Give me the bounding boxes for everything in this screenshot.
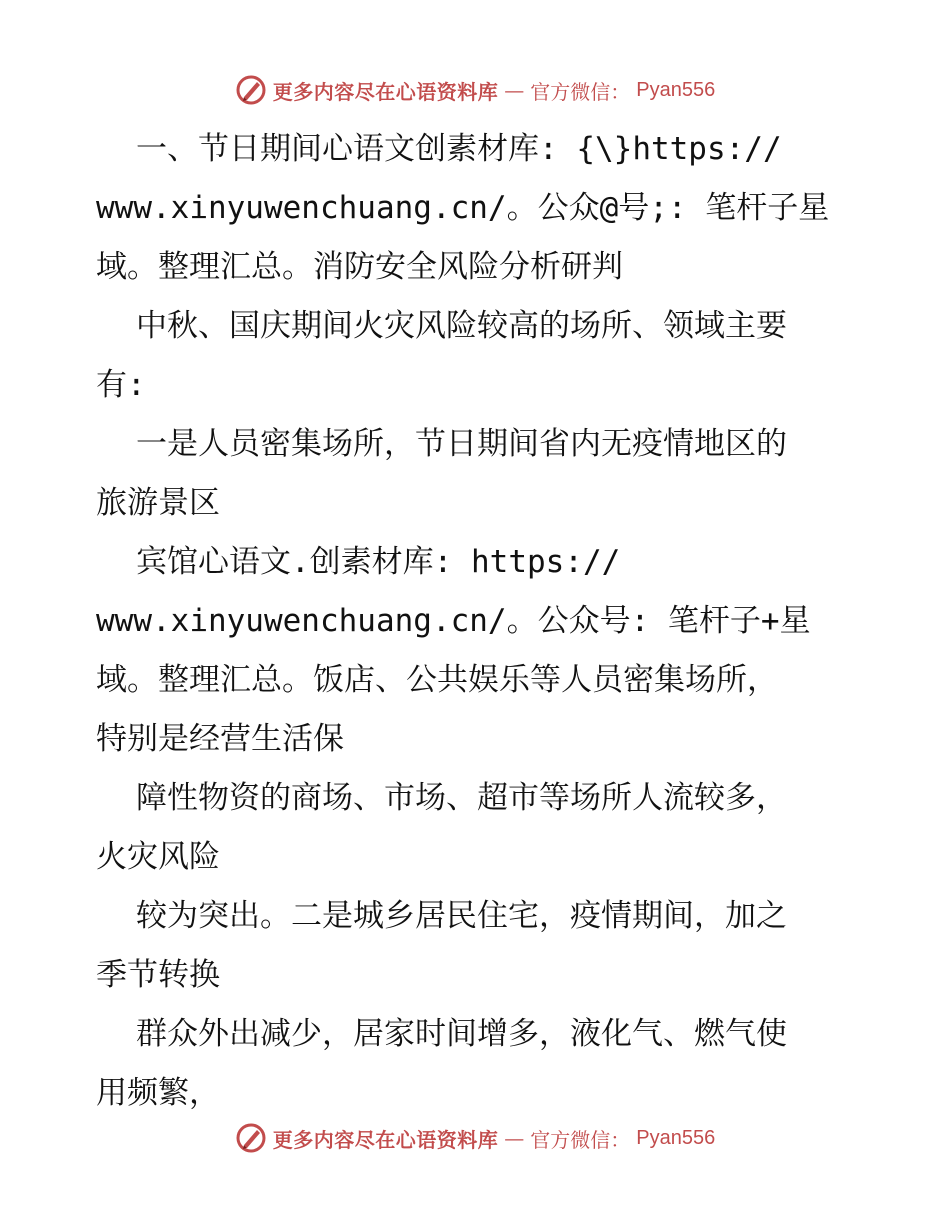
body-line: www.xinyuwenchuang.cn/。公众@号;: 笔杆子星 bbox=[96, 190, 830, 226]
pen-logo-icon bbox=[235, 74, 267, 106]
body-line: 障性物资的商场、市场、超市等场所人流较多， bbox=[136, 780, 787, 816]
body-line: 火灾风险 bbox=[96, 839, 220, 875]
document-body bbox=[96, 120, 856, 1123]
banner-official-label: 官方微信： bbox=[530, 79, 631, 104]
body-line: 域。整理汇总。消防安全风险分析研判 bbox=[96, 249, 623, 285]
body-line: 季节转换 bbox=[96, 957, 220, 993]
body-line: 中秋、国庆期间火灾风险较高的场所、领域主要 bbox=[136, 308, 787, 344]
body-line: 域。整理汇总。饭店、公共娱乐等人员密集场所， bbox=[96, 662, 778, 698]
banner-separator: — bbox=[504, 78, 525, 102]
banner-separator: — bbox=[504, 1126, 525, 1150]
body-line: 旅游景区 bbox=[96, 485, 220, 521]
banner-official-label: 官方微信： bbox=[530, 1127, 631, 1152]
banner-wechat-id: Pyan556 bbox=[636, 78, 716, 101]
body-line: 群众外出减少，居家时间增多，液化气、燃气使 bbox=[136, 1016, 787, 1052]
banner-text: 更多内容尽在心语资料库 bbox=[272, 1127, 499, 1152]
header-banner bbox=[0, 70, 950, 110]
body-line: 宾馆心语文.创素材库: https:// bbox=[136, 544, 621, 580]
pen-logo-icon bbox=[235, 1122, 267, 1154]
footer-banner bbox=[0, 1118, 950, 1158]
body-line: 特别是经营生活保 bbox=[96, 721, 344, 757]
body-line: 一是人员密集场所，节日期间省内无疫情地区的 bbox=[136, 426, 787, 462]
body-line: 用频繁， bbox=[96, 1075, 220, 1111]
banner-text: 更多内容尽在心语资料库 bbox=[272, 79, 499, 104]
body-line: 一、节日期间心语文创素材库: {\}https:// bbox=[136, 131, 782, 167]
body-line: 较为突出。二是城乡居民住宅，疫情期间，加之 bbox=[136, 898, 787, 934]
body-line: www.xinyuwenchuang.cn/。公众号: 笔杆子+星 bbox=[96, 603, 811, 639]
body-line: 有: bbox=[96, 367, 146, 403]
banner-wechat-id: Pyan556 bbox=[636, 1126, 716, 1149]
